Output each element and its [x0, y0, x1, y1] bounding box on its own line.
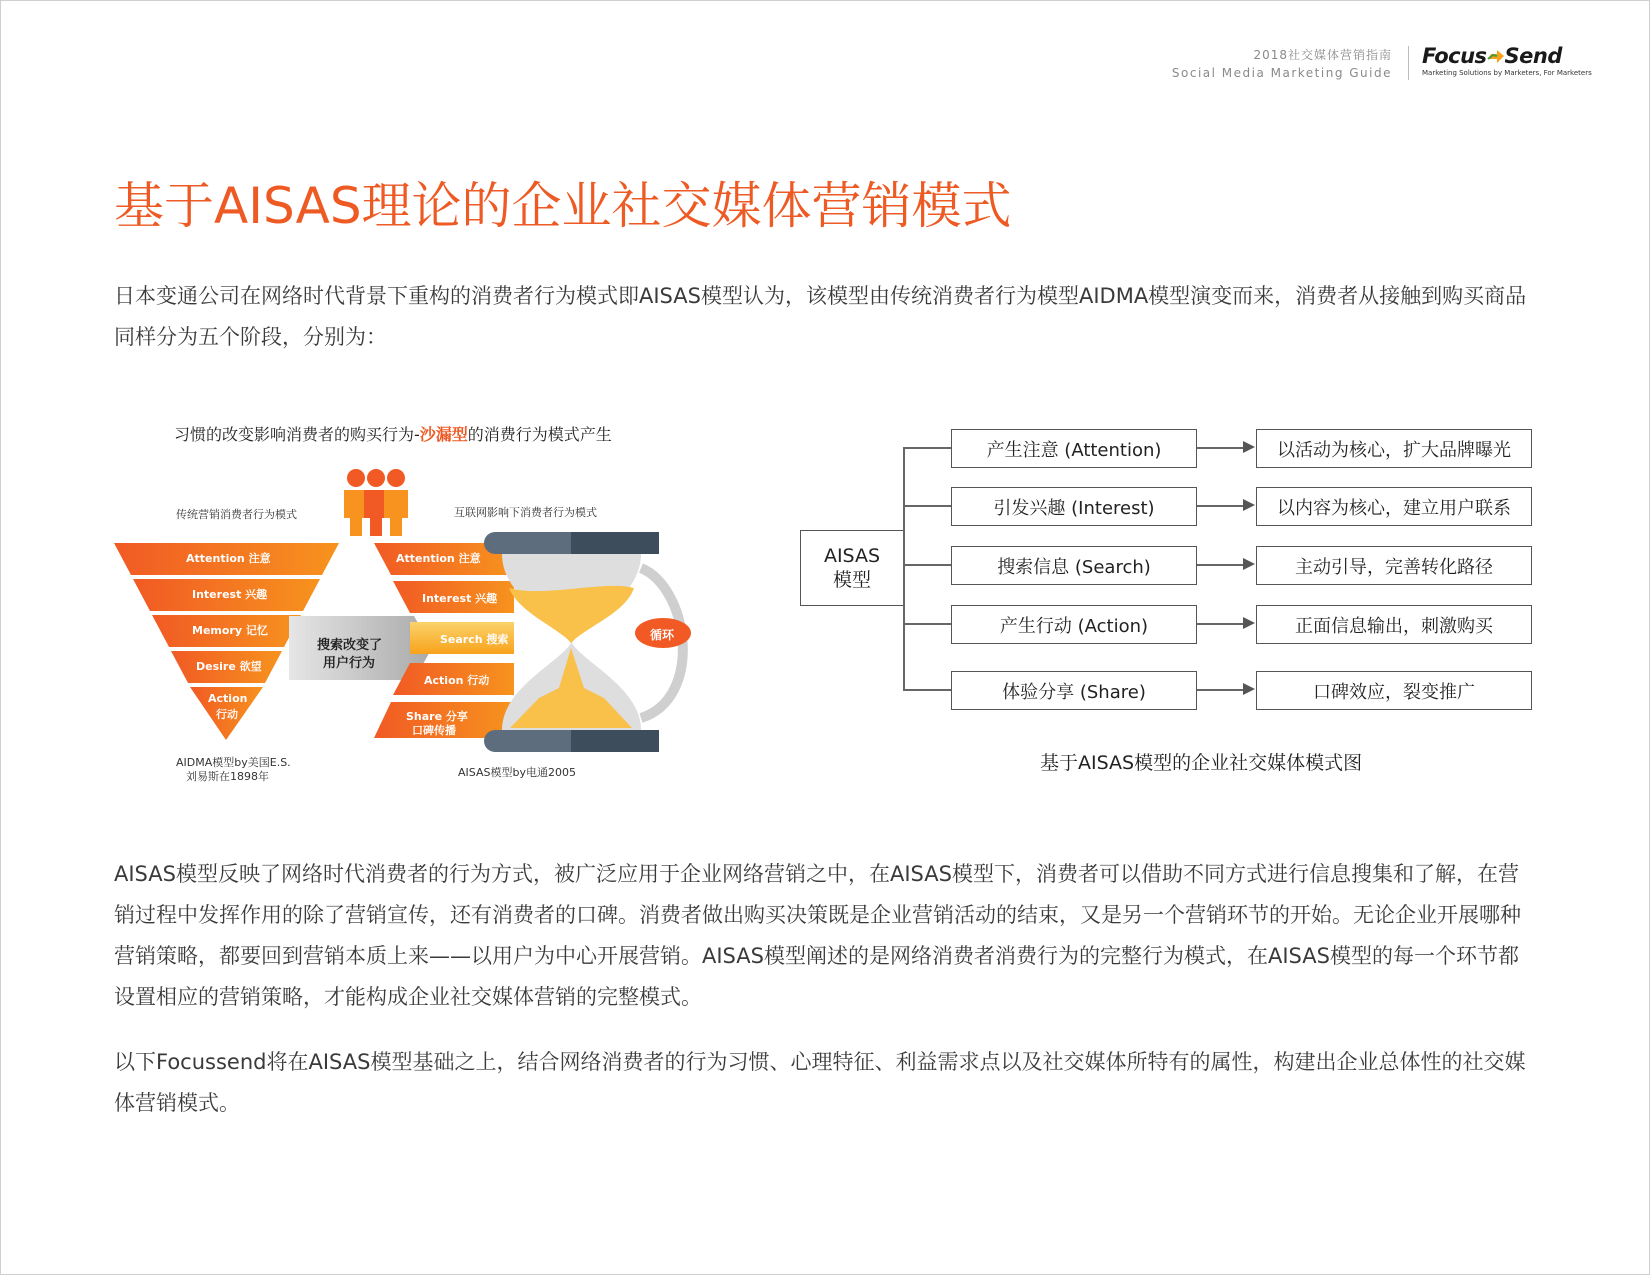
arrow-head-5	[1243, 683, 1255, 695]
aisas-action: Action 行动	[424, 674, 490, 687]
arrow-line-3	[1197, 564, 1243, 566]
root-label-2: 模型	[832, 569, 871, 591]
guide-title-cn: 2018社交媒体营销指南	[1253, 48, 1392, 62]
header-divider	[1408, 46, 1409, 80]
aidma-credit-1: AIDMA模型by美国E.S.	[176, 756, 291, 769]
branch-line-4	[903, 623, 951, 625]
logo-wordmark: Focus Send	[1422, 44, 1562, 68]
stage-node-interest: 引发兴趣 (Interest)	[951, 487, 1197, 526]
logo-arrow-icon	[1487, 50, 1505, 64]
aidma-memory: Memory 记忆	[192, 624, 268, 637]
arrow-head-1	[1243, 441, 1255, 453]
branch-line-2	[903, 505, 951, 507]
stage-node-search: 搜索信息 (Search)	[951, 546, 1197, 585]
cycle-label: 循环	[650, 628, 675, 642]
aisas-share: Share 分享	[406, 710, 468, 723]
branch-line-1	[903, 447, 951, 449]
guide-title-en: Social Media Marketing Guide	[1171, 66, 1392, 80]
intro-paragraph: 日本变通公司在网络时代背景下重构的消费者行为模式即AISAS模型认为，该模型由传统消费者行为模型AIDMA模型演变而来，消费者从接触到购买商品同样分为五个阶段，分别为：	[114, 284, 1527, 349]
aisas-attention: Attention 注意	[396, 552, 481, 565]
aisas-credit: AISAS模型by电通2005	[458, 766, 576, 779]
arrow-head-2	[1243, 499, 1255, 511]
middle-label-2: 用户行为	[323, 656, 376, 671]
figure-caption	[174, 422, 612, 445]
aisas-interest: Interest 兴趣	[422, 592, 498, 605]
trunk-line	[903, 447, 905, 690]
hourglass-figure	[114, 418, 754, 788]
aidma-credit-2: 刘易斯在1898年	[186, 770, 269, 783]
stage-node-action: 产生行动 (Action)	[951, 605, 1197, 644]
aidma-attention: Attention 注意	[186, 552, 271, 565]
middle-label-1: 搜索改变了	[317, 638, 383, 653]
aidma-action: Action	[208, 692, 248, 705]
page-title: 基于AISAS理论的企业社交媒体营销模式	[114, 177, 1012, 235]
strategy-node-search: 主动引导，完善转化路径	[1256, 546, 1532, 585]
strategy-node-attention: 以活动为核心，扩大品牌曝光	[1256, 429, 1532, 468]
strategy-node-share: 口碑效应，裂变推广	[1256, 671, 1532, 710]
internet-model-label: 互联网影响下消费者行为模式	[454, 506, 597, 519]
arrow-line-1	[1197, 447, 1243, 449]
arrow-line-2	[1197, 505, 1243, 507]
aidma-action-cn: 行动	[216, 708, 238, 721]
caption-suffix: 的消费行为模式产生	[467, 425, 612, 444]
aidma-desire: Desire 欲望	[196, 660, 262, 673]
root-label-1: AISAS	[823, 545, 881, 567]
strategy-node-interest: 以内容为核心，建立用户联系	[1256, 487, 1532, 526]
arrow-line-4	[1197, 623, 1243, 625]
arrow-head-4	[1243, 617, 1255, 629]
focussend-logo	[1422, 44, 1622, 84]
branch-line-5	[903, 689, 951, 691]
stage-node-attention: 产生注意 (Attention)	[951, 429, 1197, 468]
stage-node-share: 体验分享 (Share)	[951, 671, 1197, 710]
body-paragraph-2: 以下Focussend将在AISAS模型基础之上，结合网络消费者的行为习惯、心理特征、利益需求点以及社交媒体所特有的属性，构建出企业总体性的社交媒体营销模式。	[114, 1050, 1526, 1115]
aisas-word-of-mouth: 口碑传播	[412, 724, 456, 737]
arrow-head-3	[1243, 558, 1255, 570]
traditional-model-label: 传统营销消费者行为模式	[176, 508, 297, 521]
aisas-root-node	[800, 530, 904, 606]
aidma-interest: Interest 兴趣	[192, 588, 268, 601]
logo-tagline: Marketing Solutions by Marketers, For Marketers	[1422, 69, 1592, 77]
branch-line-3	[903, 564, 951, 566]
caption-prefix: 习惯的改变影响消费者的购买行为-	[174, 425, 420, 444]
caption-highlight: 沙漏型	[419, 425, 468, 444]
aisas-search: Search 搜索	[440, 633, 509, 646]
people-icon	[344, 469, 408, 536]
strategy-node-action: 正面信息输出，刺激购买	[1256, 605, 1532, 644]
body-paragraph-1: AISAS模型反映了网络时代消费者的行为方式，被广泛应用于企业网络营销之中，在AISAS模型下，消费者可以借助不同方式进行信息搜集和了解，在营销过程中发挥作用的除了营销宣传，还有消费者的口碑。消费者做出购买决策既是企业营销活动的结束，又是另一个营销环节的开始。无论企业开展哪种营销策略，都要回到营销本质上来——以用户为中心开展营销。AISAS模型阐述的是网络消费者消费行为的完整行为模式，在AISAS模型的每一个环节都设置相应的营销策略，才能构成企业社交媒体营销的完整模式。	[114, 862, 1521, 1009]
arrow-line-5	[1197, 689, 1243, 691]
diagram-caption: 基于AISAS模型的企业社交媒体模式图	[1040, 752, 1363, 774]
